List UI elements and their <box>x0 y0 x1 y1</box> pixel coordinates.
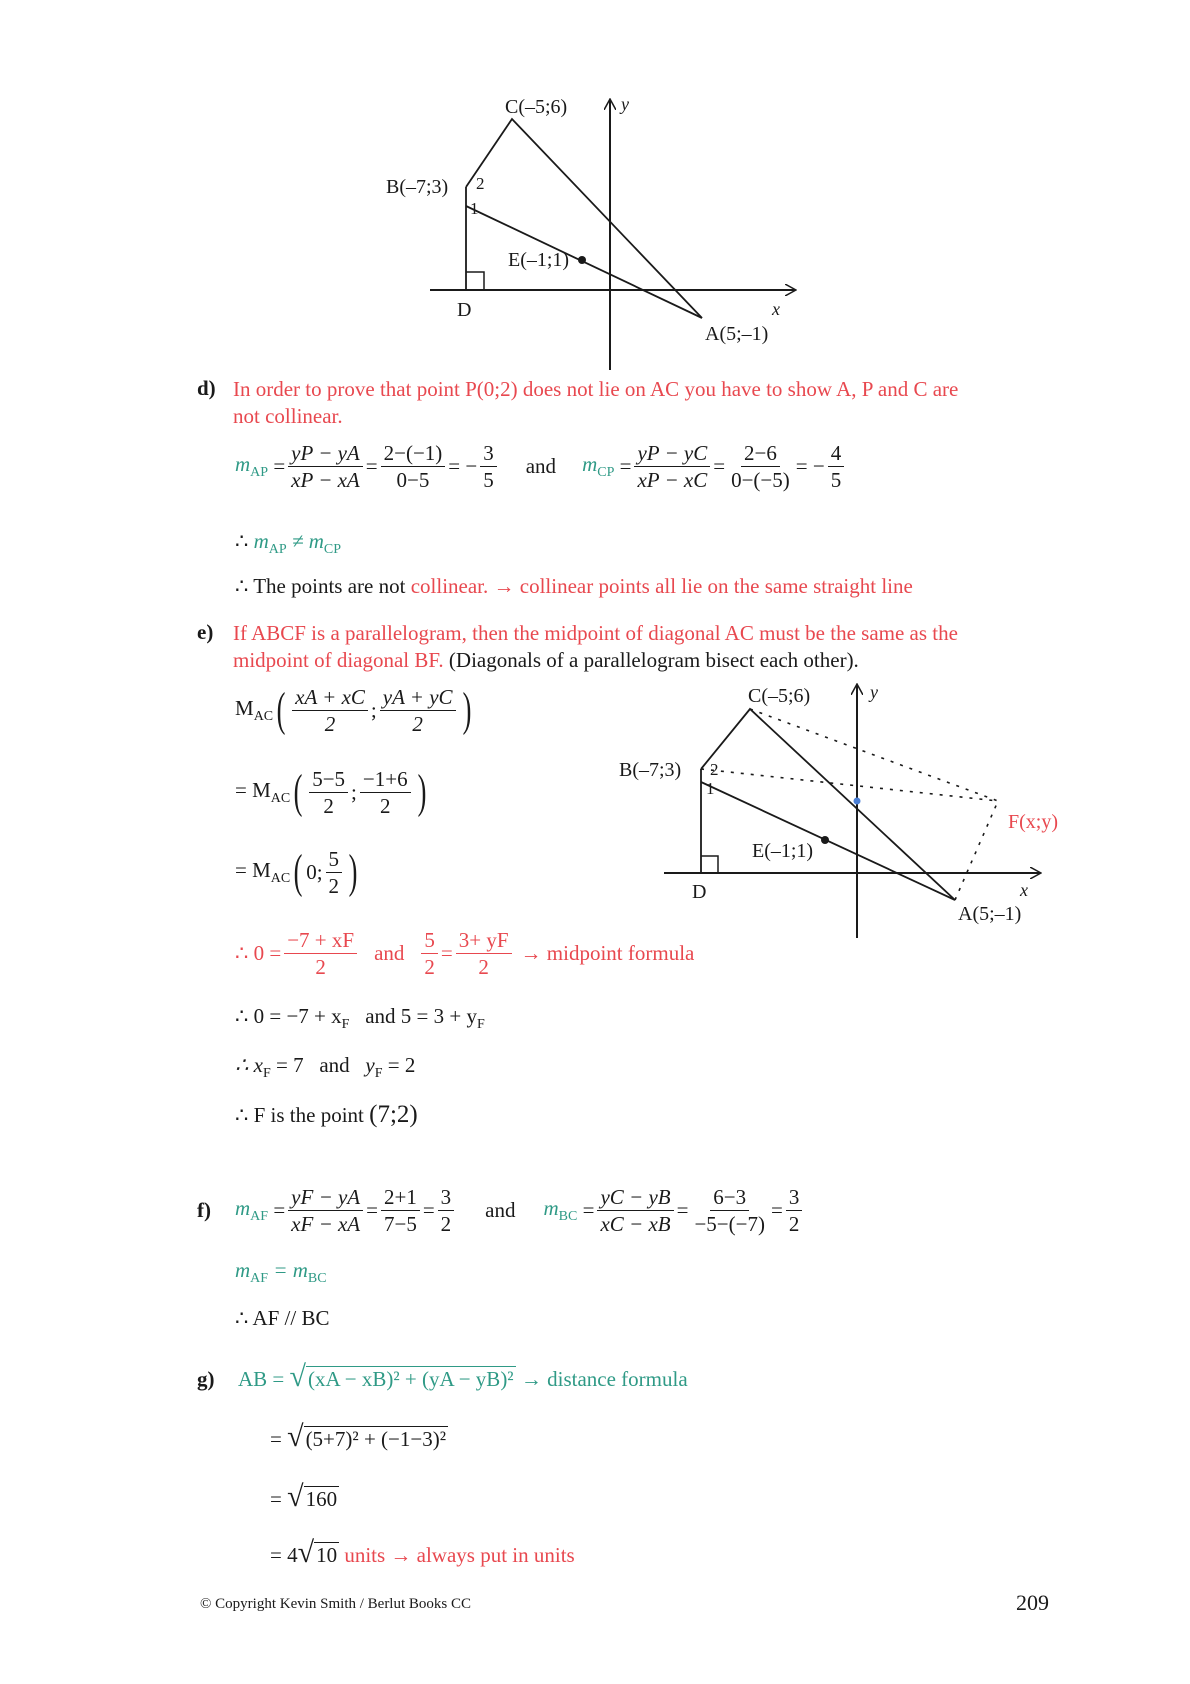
angle-1-b: 1 <box>706 779 715 798</box>
angle-1: 1 <box>470 199 479 218</box>
label-c-2: C(–5;6) <box>748 685 811 707</box>
distance-final: = 4√10 units → always put in units <box>270 1536 575 1569</box>
label-f: F(x;y) <box>1008 811 1058 833</box>
gradient-af-bc-equation: $m_{AF}$ = $\frac{yF - yA}{xF - xA}$ = $\frac{2+1}{7-5}$ = $\frac{3}{2}$ and $m_{BC}$ = $\frac{yC - yB}{xC - xB}$ = $\frac{6-3}{-5-(-7)}$ = $\frac{3}{2}$ <box>235 1178 805 1242</box>
distance-sqrt-160: = √160 <box>270 1480 338 1513</box>
label-x: x <box>772 299 780 319</box>
solve-step-2: ∴ $x_F = 7$ and $y_F = 2$ <box>235 1053 416 1081</box>
segment-bca <box>466 119 702 318</box>
angle-2-b: 2 <box>710 760 719 779</box>
midpoint-ac-result: = $M_{AC}$ ( 0; $\frac{5}{2}$ ) <box>235 845 358 898</box>
m-cp: $m_{CP}$ <box>582 451 615 480</box>
part-d-label: d) <box>197 376 216 400</box>
part-e-label: e) <box>197 620 214 644</box>
label-a: A(5;–1) <box>705 323 769 345</box>
dashed-bf <box>701 769 998 801</box>
part-d-intro-1: In order to prove that point P(0;2) does not lie on AC you have to show A, P and C are <box>233 377 959 401</box>
part-g-label: g) <box>197 1367 215 1391</box>
label-b-2: B(–7;3) <box>619 759 682 781</box>
label-a-2: A(5;–1) <box>958 903 1022 925</box>
midpoint-ac-formula: $M_{AC}$ ( $\frac{xA + xC}{2}$ ; $\frac{yA + yC}{2}$ ) <box>235 683 471 736</box>
dashed-af <box>955 801 998 900</box>
gradients-not-equal: ∴ $m_{AP} \ne m_{CP}$ <box>235 529 342 557</box>
diagram-triangle-abc <box>386 90 840 375</box>
label-e-2: E(–1;1) <box>752 840 814 862</box>
distance-substitution: = √(5+7)² + (−1−3)² <box>270 1420 446 1453</box>
midpoint-equations: ∴ 0 = $\frac{-7 + xF}{2}$ and $\frac{5}{2}$ = $\frac{3+ yF}{2}$ → midpoint formula <box>235 927 695 979</box>
label-c: C(–5;6) <box>505 96 568 118</box>
point-e-2 <box>821 836 829 844</box>
part-e-intro-1: If ABCF is a parallelogram, then the midpoint of diagonal AC must be the same as the <box>233 621 958 645</box>
m-ap: $m_{AP}$ <box>235 451 269 480</box>
parallel-conclusion: ∴ AF // BC <box>235 1306 330 1330</box>
solve-step-1: ∴ $0 = -7 + x_F$ and $5 = 3 + y_F$ <box>235 1004 485 1032</box>
distance-formula: AB = √(xA − xB)² + (yA − yB)² → distance formula <box>238 1360 688 1393</box>
label-e: E(–1;1) <box>508 249 570 271</box>
point-f-conclusion: ∴ F is the point (7;2) <box>235 1101 418 1128</box>
label-y: y <box>621 94 629 114</box>
page-number: 209 <box>1016 1590 1049 1615</box>
gradients-equal: $m_{AF} = m_{BC}$ <box>235 1258 327 1286</box>
part-d-intro-2: not collinear. <box>233 404 343 428</box>
dashed-cf <box>750 709 998 801</box>
part-f-label: f) <box>197 1198 211 1222</box>
gradient-ap-equation: $m_{AP}$ = $\frac{yP - yA}{xP - xA}$ = $\frac{2-(-1)}{0-5}$ = − $\frac{3}{5}$ and $m_{CP}$ = $\frac{yP - yC}{xP - xC}$ = $\frac{2-6}{0-(-5)}$ = − $\frac{4}{5}$ <box>235 435 847 497</box>
segment-bca-2 <box>701 709 955 900</box>
right-angle-marker <box>466 272 484 290</box>
label-x-2: x <box>1020 880 1028 900</box>
label-d-2: D <box>692 881 707 903</box>
not-collinear-conclusion: ∴ The points are not collinear. → collinear points all lie on the same straight line <box>235 574 913 598</box>
label-y-2: y <box>870 682 878 702</box>
label-b: B(–7;3) <box>386 176 449 198</box>
angle-2: 2 <box>476 174 485 193</box>
copyright: © Copyright Kevin Smith / Berlut Books CC <box>200 1596 471 1612</box>
label-d: D <box>457 299 472 321</box>
point-e <box>578 256 586 264</box>
diagram-parallelogram-abcf <box>620 670 1060 940</box>
right-angle-marker-2 <box>701 856 718 873</box>
midpoint-marker <box>854 798 861 805</box>
part-e-intro-2: midpoint of diagonal BF. (Diagonals of a parallelogram bisect each other). <box>233 648 859 672</box>
midpoint-ac-substitution: = $M_{AC}$ ( $\frac{5-5}{2}$ ; $\frac{-1+6}{2}$ ) <box>235 765 426 818</box>
